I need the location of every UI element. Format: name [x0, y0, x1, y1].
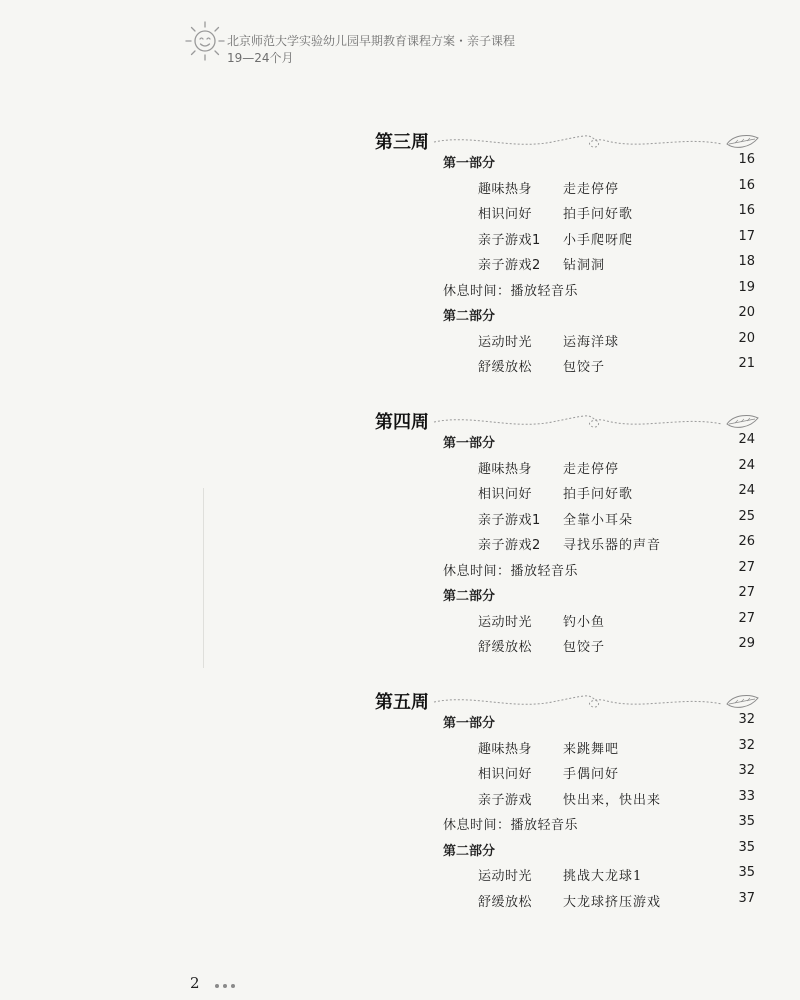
- activity-label: 趣味热身: [478, 461, 533, 477]
- activity-label: 相识问好: [478, 767, 533, 782]
- rest-label: 休息时间：播放轻音乐: [443, 563, 579, 579]
- toc-row[interactable]: [0, 789, 800, 813]
- activity-label: 趣味热身: [478, 741, 533, 757]
- toc-row[interactable]: [0, 280, 800, 304]
- part-label: 第一部分: [443, 716, 496, 731]
- activity-name: 全靠小耳朵: [563, 512, 634, 528]
- page-ref: 20: [738, 330, 755, 346]
- page-ref: 19: [738, 279, 755, 295]
- activity-label: 舒缓放松: [478, 360, 533, 375]
- toc-row[interactable]: [0, 611, 800, 635]
- activity-name: 钻洞洞: [563, 258, 606, 273]
- part-label: 第一部分: [443, 436, 496, 451]
- activity-label: 相识问好: [478, 207, 533, 222]
- page-ref: 25: [738, 508, 755, 524]
- part-label: 第二部分: [443, 309, 496, 324]
- activity-name: 包饺子: [563, 360, 606, 375]
- toc-row[interactable]: [0, 585, 800, 609]
- activity-name: 走走停停: [563, 181, 620, 197]
- page-ref: 29: [738, 636, 755, 651]
- activity-name: 来跳舞吧: [563, 741, 620, 757]
- toc-row[interactable]: [0, 152, 800, 176]
- activity-label: 亲子游戏2: [478, 538, 541, 553]
- week-title: 第四周: [375, 412, 429, 433]
- header-title: 北京师范大学实验幼儿园早期教育课程方案・亲子课程: [227, 34, 516, 48]
- page-ref: 16: [738, 203, 755, 218]
- page-ref: 18: [738, 254, 755, 269]
- page-ref: 32: [738, 712, 755, 727]
- page-ref: 24: [738, 457, 755, 473]
- activity-name: 拍手问好歌: [563, 207, 634, 222]
- rest-label: 休息时间：播放轻音乐: [443, 283, 579, 299]
- week-title: 第五周: [375, 692, 429, 713]
- toc-row[interactable]: [0, 636, 800, 660]
- three-dots-icon: [214, 983, 238, 989]
- page-ref: 37: [738, 890, 755, 906]
- activity-label: 亲子游戏2: [478, 258, 541, 273]
- header-subtitle: 19—24个月: [227, 51, 294, 65]
- toc-row[interactable]: [0, 356, 800, 380]
- activity-label: 舒缓放松: [478, 894, 533, 910]
- page-ref: 32: [738, 737, 755, 753]
- toc-row[interactable]: [0, 432, 800, 456]
- page-ref: 27: [738, 585, 755, 600]
- activity-name: 寻找乐器的声音: [563, 538, 662, 553]
- activity-label: 亲子游戏1: [478, 232, 541, 248]
- activity-label: 运动时光: [478, 334, 533, 350]
- activity-label: 亲子游戏1: [478, 512, 541, 528]
- activity-label: 运动时光: [478, 869, 533, 884]
- toc-row[interactable]: [0, 560, 800, 584]
- activity-name: 快出来，快出来: [563, 792, 662, 808]
- part-label: 第二部分: [443, 843, 496, 859]
- page-ref: 24: [738, 483, 755, 498]
- activity-label: 亲子游戏: [478, 792, 533, 808]
- margin-mark: [203, 488, 204, 668]
- page-ref: 35: [738, 814, 755, 829]
- toc-row[interactable]: [0, 483, 800, 507]
- toc-row[interactable]: [0, 534, 800, 558]
- activity-name: 挑战大龙球1: [563, 869, 643, 884]
- page-ref: 16: [738, 152, 755, 167]
- toc-row[interactable]: [0, 865, 800, 889]
- page-ref: 17: [738, 228, 755, 244]
- page-ref: 24: [738, 432, 755, 447]
- toc-row[interactable]: [0, 305, 800, 329]
- activity-name: 拍手问好歌: [563, 487, 634, 502]
- page-ref: 27: [738, 559, 755, 575]
- toc-row[interactable]: [0, 203, 800, 227]
- toc-row[interactable]: [0, 178, 800, 202]
- toc-row[interactable]: [0, 509, 800, 533]
- sun-face-icon: [184, 20, 226, 62]
- page-ref: 16: [738, 177, 755, 193]
- part-label: 第二部分: [443, 589, 496, 604]
- page-ref: 21: [738, 356, 755, 371]
- activity-name: 钓小鱼: [563, 614, 606, 630]
- page-ref: 35: [738, 839, 755, 855]
- activity-label: 舒缓放松: [478, 640, 533, 655]
- page-header: [184, 18, 684, 68]
- toc-row[interactable]: [0, 458, 800, 482]
- toc-row[interactable]: [0, 814, 800, 838]
- toc-row[interactable]: [0, 738, 800, 762]
- page-ref: 35: [738, 865, 755, 880]
- activity-name: 包饺子: [563, 640, 606, 655]
- toc-row[interactable]: [0, 229, 800, 253]
- activity-name: 走走停停: [563, 461, 620, 477]
- page-number: 2: [190, 974, 200, 992]
- activity-name: 运海洋球: [563, 334, 620, 350]
- page-ref: 32: [738, 763, 755, 778]
- activity-label: 运动时光: [478, 614, 533, 630]
- page-ref: 33: [738, 788, 755, 804]
- toc-row[interactable]: [0, 254, 800, 278]
- toc-row[interactable]: [0, 840, 800, 864]
- toc-row[interactable]: [0, 712, 800, 736]
- week-title: 第三周: [375, 132, 429, 153]
- activity-label: 相识问好: [478, 487, 533, 502]
- toc-row[interactable]: [0, 891, 800, 915]
- activity-label: 趣味热身: [478, 181, 533, 197]
- activity-name: 手偶问好: [563, 767, 620, 782]
- page-ref: 20: [738, 305, 755, 320]
- toc-row[interactable]: [0, 331, 800, 355]
- toc-row[interactable]: [0, 763, 800, 787]
- activity-name: 大龙球挤压游戏: [563, 894, 662, 910]
- page-ref: 27: [738, 610, 755, 626]
- activity-name: 小手爬呀爬: [563, 232, 634, 248]
- part-label: 第一部分: [443, 156, 496, 171]
- rest-label: 休息时间：播放轻音乐: [443, 818, 579, 833]
- page-ref: 26: [738, 534, 755, 549]
